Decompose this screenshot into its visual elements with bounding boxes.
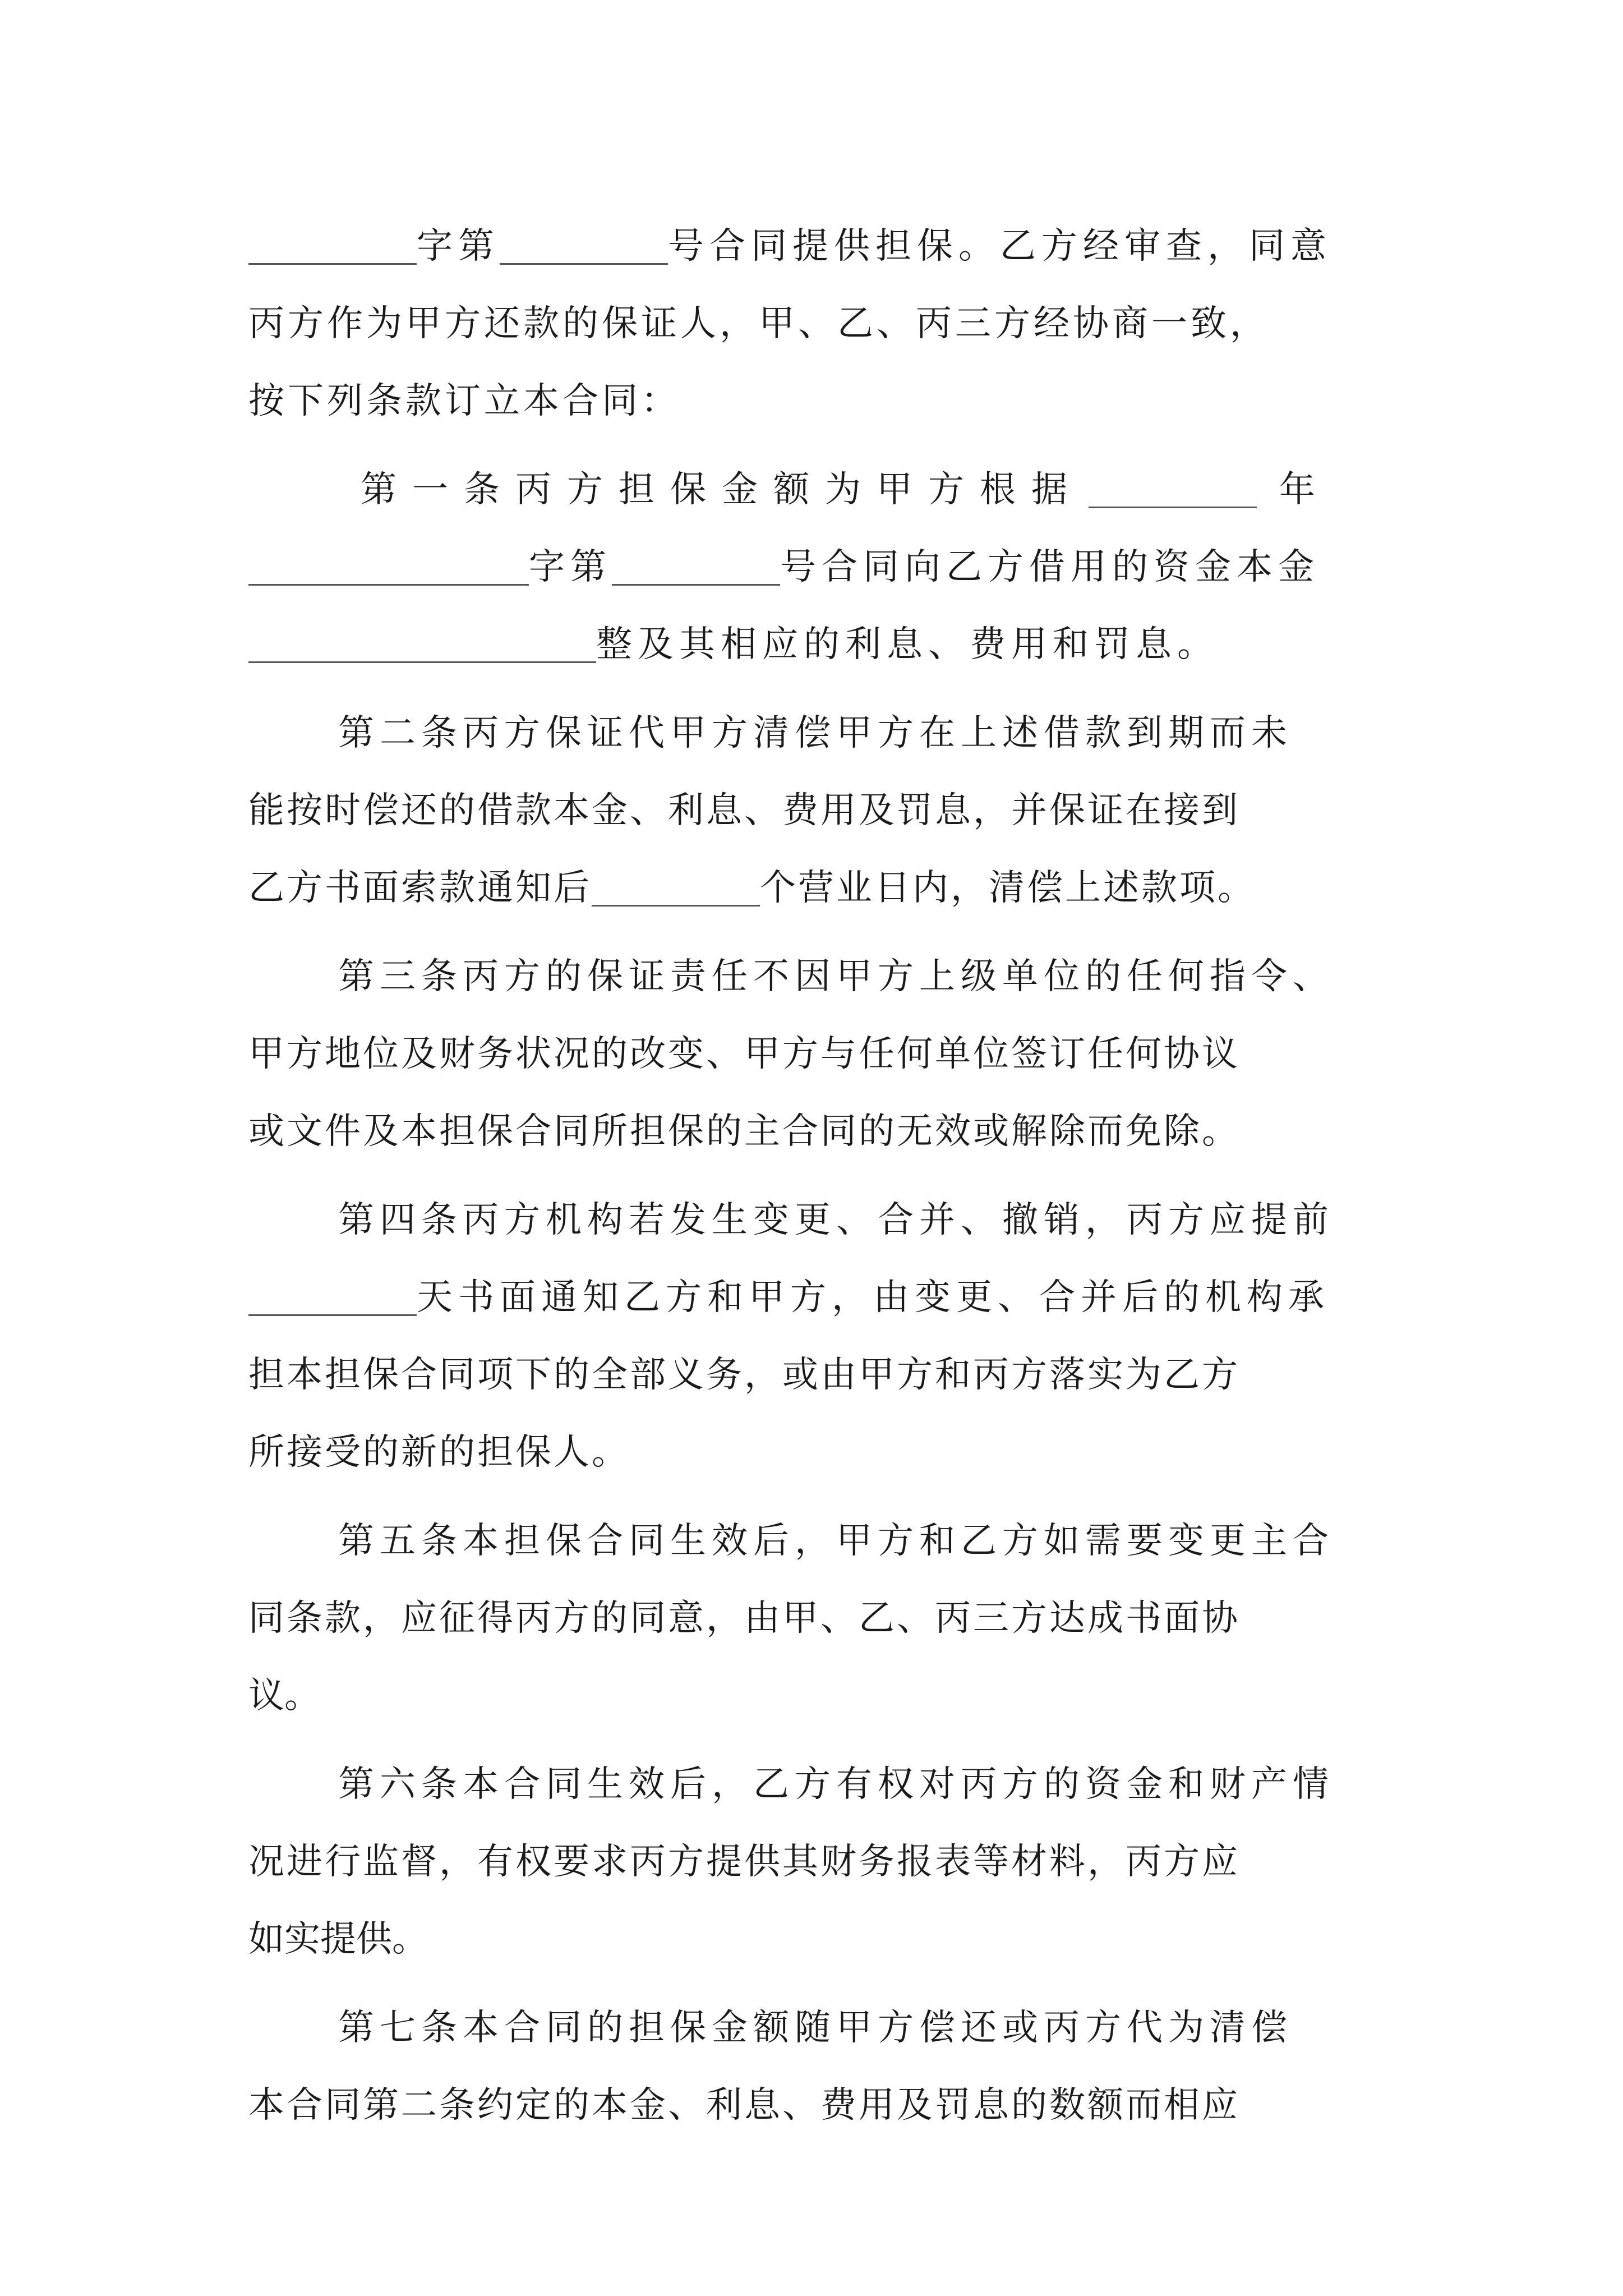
article-2-line-2 <box>248 772 1384 849</box>
article-5-line-2 <box>248 1580 1384 1657</box>
article-7-text: 第七条本合同的担保金额随甲方偿还或丙方代为清偿 <box>338 2007 1293 2049</box>
article-4-text: 担本担保合同项下的全部义务，或由甲方和丙方落实为乙方 <box>248 1354 1240 1396</box>
article-7-text: 本合同第二条约定的本金、利息、费用及罚息的数额而相应 <box>248 2085 1240 2126</box>
article-4-text: 所接受的新的担保人。 <box>248 1432 630 1473</box>
article-2-text: 能按时偿还的借款本金、利息、费用及罚息，并保证在接到 <box>248 790 1240 831</box>
article-1-text: 年 <box>1279 469 1315 510</box>
contract-body <box>248 208 1384 2144</box>
article-6-line-1 <box>248 1746 1384 1823</box>
article-2-text: 乙方书面索款通知后 <box>248 867 592 909</box>
article-4-line-1 <box>248 1181 1384 1259</box>
article-2-line-1 <box>248 694 1384 772</box>
article-6-text: 如实提供。 <box>248 1918 428 1960</box>
blank-field <box>248 627 596 663</box>
paragraph-intro-line-3 <box>248 362 1384 440</box>
article-1-text: 号合同向乙方借用的资金本金 <box>780 546 1320 588</box>
article-1-line-1 <box>248 451 1384 528</box>
article-5-text: 第五条本担保合同生效后，甲方和乙方如需要变更主合 <box>338 1520 1334 1562</box>
blank-field <box>592 870 760 907</box>
article-1-text: 字第 <box>529 546 612 588</box>
article-5-text: 同条款，应征得丙方的同意，由甲、乙、丙三方达成书面协 <box>248 1598 1240 1639</box>
article-6-line-3 <box>248 1901 1384 1978</box>
blank-field <box>248 549 529 586</box>
blank-field <box>1089 472 1257 508</box>
paragraph-intro-line-1 <box>248 208 1384 285</box>
article-3-text: 第三条丙方的保证责任不因甲方上级单位的任何指令、 <box>338 956 1334 997</box>
article-4-text: 天书面通知乙方和甲方，由变更、合并后的机构承 <box>417 1277 1330 1318</box>
article-5-text: 议。 <box>248 1675 320 1717</box>
article-6-line-2 <box>248 1823 1384 1901</box>
blank-field <box>248 1280 417 1316</box>
article-1-line-2 <box>248 528 1384 606</box>
blank-field <box>500 228 668 265</box>
article-6-text: 第六条本合同生效后，乙方有权对丙方的资金和财产情 <box>338 1764 1334 1805</box>
article-1-text: 整及其相应的利息、费用和罚息。 <box>596 624 1219 665</box>
article-4-line-2 <box>248 1259 1384 1336</box>
article-7-line-1 <box>248 1989 1384 2067</box>
article-3-line-3 <box>248 1093 1384 1170</box>
intro-text: 号合同提供担保。乙方经审查，同意 <box>668 226 1332 267</box>
intro-text: 丙方作为甲方还款的保证人，甲、乙、丙三方经协商一致， <box>248 303 1269 344</box>
blank-field <box>612 549 780 586</box>
article-4-line-4 <box>248 1414 1384 1491</box>
article-6-text: 况进行监督，有权要求丙方提供其财务报表等材料，丙方应 <box>248 1841 1240 1883</box>
article-2-text: 第二条丙方保证代甲方清偿甲方在上述借款到期而未 <box>338 712 1293 754</box>
article-3-text: 甲方地位及财务状况的改变、甲方与任何单位签订任何协议 <box>248 1033 1240 1075</box>
blank-field <box>248 228 417 265</box>
article-2-text: 个营业日内，清偿上述款项。 <box>760 867 1256 909</box>
intro-text: 按下列条款订立本合同： <box>248 380 680 422</box>
article-7-line-2 <box>248 2067 1384 2144</box>
article-2-line-3 <box>248 849 1384 927</box>
intro-text: 字第 <box>417 226 500 267</box>
article-3-line-1 <box>248 938 1384 1015</box>
article-1-text: 第一条丙方担保金额为甲方根据 <box>361 469 1083 510</box>
article-4-text: 第四条丙方机构若发生变更、合并、撤销，丙方应提前 <box>338 1199 1334 1241</box>
article-4-line-3 <box>248 1336 1384 1414</box>
article-3-text: 或文件及本担保合同所担保的主合同的无效或解除而免除。 <box>248 1111 1240 1152</box>
article-1-line-3 <box>248 606 1384 683</box>
article-5-line-3 <box>248 1657 1384 1734</box>
paragraph-intro-line-2 <box>248 285 1384 362</box>
article-5-line-1 <box>248 1502 1384 1580</box>
article-3-line-2 <box>248 1015 1384 1093</box>
